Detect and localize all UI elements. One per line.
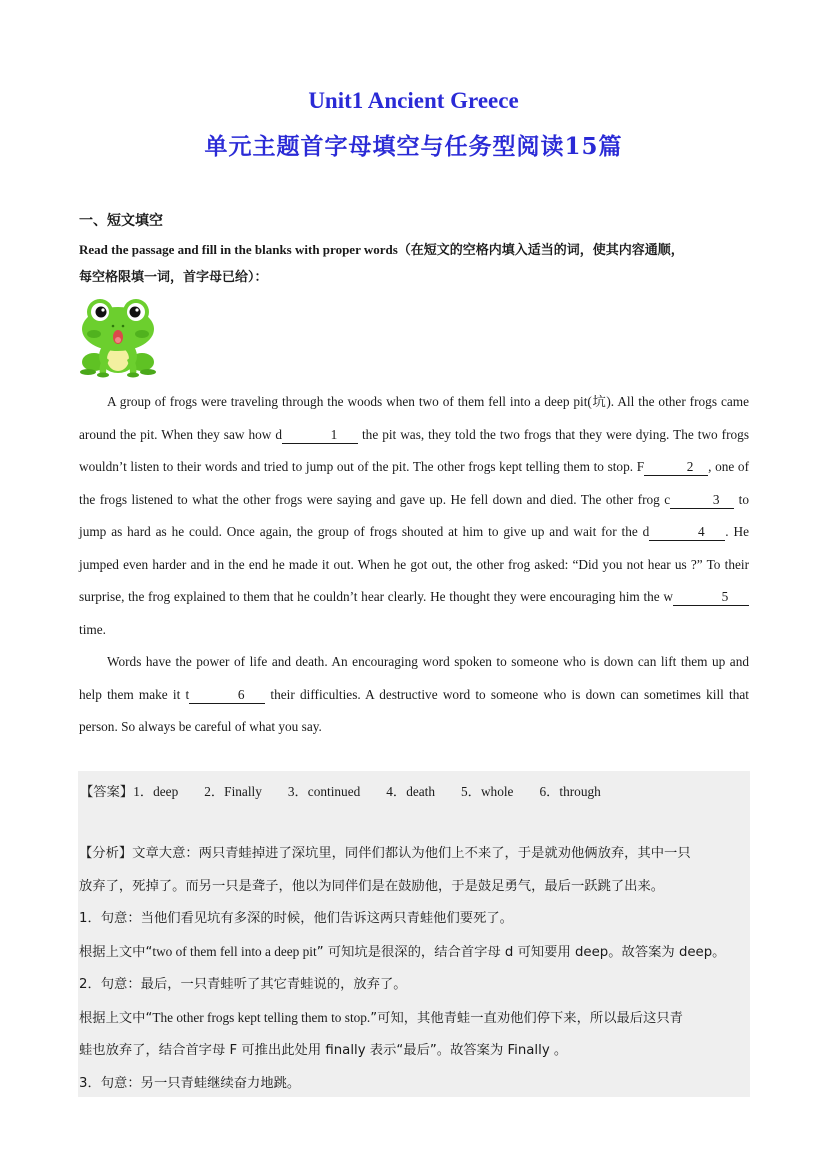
answer-item: 6．through [539,784,601,799]
answer-line [80,781,627,800]
analysis-line: 放弃了，死掉了。而另一只是聋子，他以为同伴们是在鼓励他，于是鼓足勇气，最后一跃跳了出来。 [79,878,665,894]
analysis-quote: two of them fell into a deep pit [152,943,317,959]
answer-label: 【答案】 [80,785,134,800]
blank-5: 5 [673,590,749,606]
passage-text: Words have the power of life and death. An encouraging word spoken to someone who is down can lift them up and help them make it t [79,654,749,702]
answer-item: 1．deep [133,784,179,799]
answer-item: 5．whole [461,784,514,799]
analysis-text: 根据上文中“ [79,1010,153,1026]
passage-text: . He jumped even harder and in the end he made it out. When he got out, the other frog asked: “Did you not hear us ?” To their surprise, the frog explained to them that he couldn’t hear clearly. He thought they were encouraging him the w [79,524,749,604]
analysis-text: 根据上文中“ [79,944,153,960]
analysis-line [79,1002,749,1036]
analysis-line [79,936,749,970]
analysis-section [79,838,749,1100]
answer-item: 3．continued [287,784,361,799]
blank-1: 1 [282,428,358,444]
analysis-text: ”可知，其他青蛙一直劝他们停下来，所以最后这只青 [370,1010,683,1026]
answer-item: 2．Finally [204,784,262,799]
analysis-line: 1．句意：当他们看见坑有多深的时候，他们告诉这两只青蛙他们要死了。 [79,911,513,926]
passage-paragraph-2 [79,646,749,744]
blank-6: 6 [189,688,265,704]
frog-icon [78,296,158,378]
passage-text: their difficulties. A destructive word to someone who is down can sometimes kill that person. So always be careful of what you say. [79,686,749,734]
instructions [79,236,754,290]
analysis-line: 2．句意：最后，一只青蛙听了其它青蛙说的，放弃了。 [79,977,407,992]
passage-text: A group of frogs were traveling through the woods when two of them fell into a deep pit(坑). All the other frogs came around the pit. When they saw how d [79,394,749,442]
document-title: Unit1 Ancient Greece [308,88,519,113]
analysis-text: ” 可知坑是很深的，结合首字母 d 可知要用 deep。故答案为 deep。 [316,944,726,960]
instructions-line-2: 每空格限填一词，首字母已给）： [79,269,268,284]
answer-item: 4．death [386,784,435,799]
reading-passage [79,386,749,744]
passage-text: the pit was, they told the two frogs that they were dying. The two frogs wouldn’t listen to their words and tried to jump out of the pit. The other frogs kept telling them to stop. F [79,426,749,474]
document-subtitle: 单元主题首字母填空与任务型阅读15篇 [204,133,623,160]
analysis-line: 蛙也放弃了，结合首字母 F 可推出此处用 finally 表示“最后”。故答案为 Finally 。 [79,1043,568,1058]
analysis-line: 【分析】文章大意：两只青蛙掉进了深坑里，同伴们都认为他们上不来了，于是就劝他俩放弃，其中一只 [79,846,691,861]
passage-text: to jump as hard as he could. Once again, the group of frogs shouted at him to give up and wait for the d [79,491,749,539]
analysis-quote: The other frogs kept telling them to stop. [152,1009,371,1025]
blank-4: 4 [649,525,725,541]
analysis-line: 3．句意：另一只青蛙继续奋力地跳。 [79,1075,301,1091]
section-heading: 一、短文填空 [79,213,163,229]
blank-2: 2 [644,460,708,476]
blank-3: 3 [670,493,734,509]
passage-text: , one of the frogs listened to what the other frogs were saying and gave up. He fell down and died. The other frog c [79,459,750,507]
passage-text: time. [79,621,106,637]
instructions-line-1: Read the passage and fill in the blanks with proper words（在短文的空格内填入适当的词，使其内容通顺， [79,242,684,257]
passage-paragraph-1 [79,386,749,646]
